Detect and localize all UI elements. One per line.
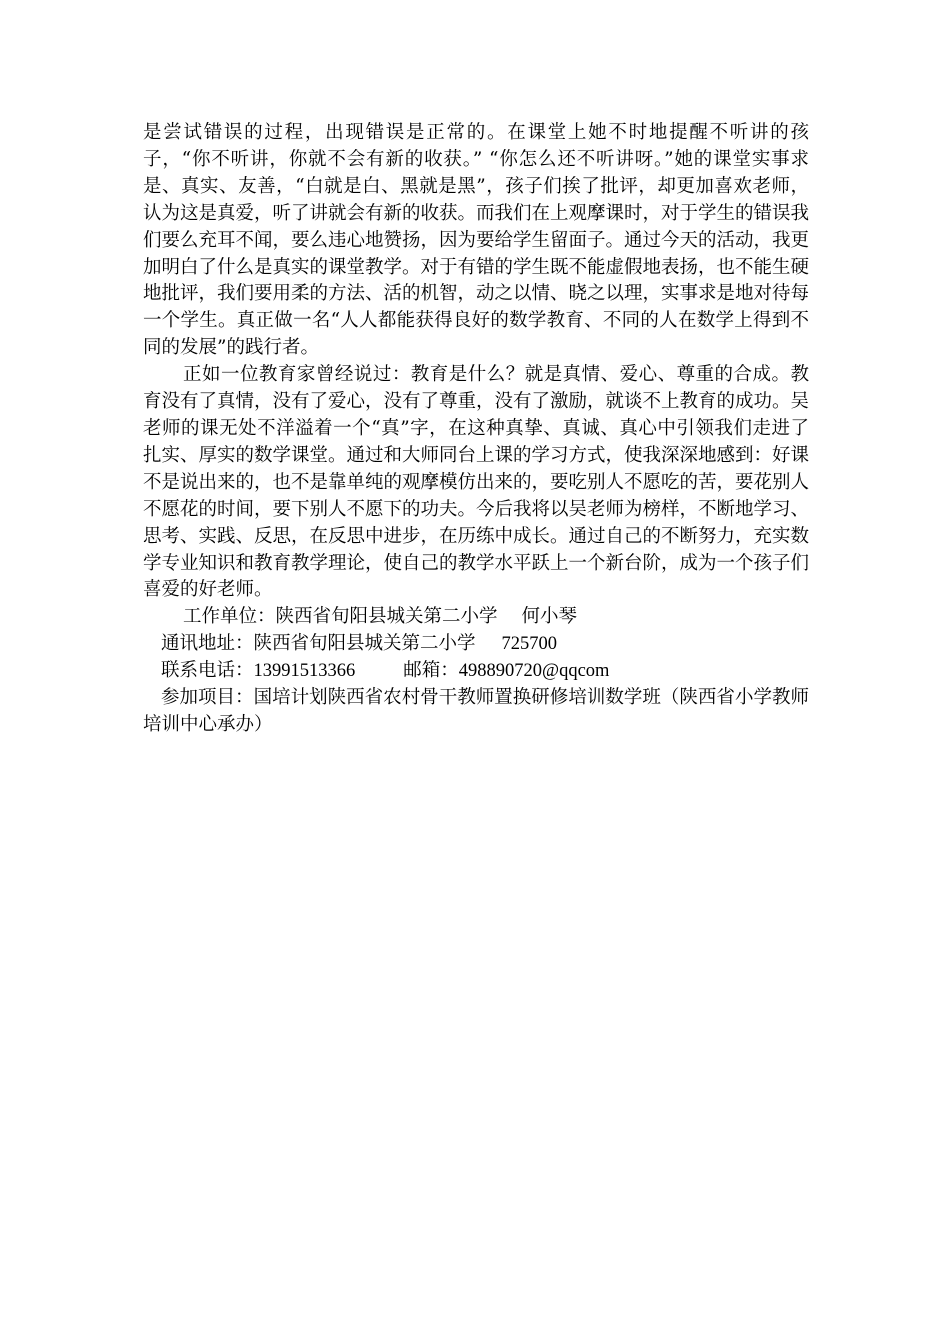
project-line (143, 685, 809, 739)
email-label: 邮箱： (403, 660, 459, 682)
project-label: 参加项目： (161, 687, 254, 709)
work-unit-value: 陕西省旬阳县城关第二小学 (275, 606, 498, 628)
phone-label: 联系电话： (161, 660, 254, 682)
paragraph-1: 是尝试错误的过程，出现错误是正常的。在课堂上她不时地提醒不听讲的孩子，“你不听讲，你就不会有新的收获。” “你怎么还不听讲呀。”她的课堂实事求是、真实、友善，“白就是白、黑就是黑”，孩子们挨了批评，却更加喜欢老师，认为这是真爱，听了讲就会有新的收获。而我们在上观摩课时，对于学生的错误我们要么充耳不闻，要么违心地赞扬，因为要给学生留面子。通过今天的活动，我更加明白了什么是真实的课堂教学。对于有错的学生既不能虚假地表扬，也不能生硬地批评，我们要用柔的方法、活的机智，动之以情、晓之以理，实事求是地对待每一个学生。真正做一名“人人都能获得良好的数学教育、不同的人在数学上得到不同的发展”的践行者。 (143, 122, 810, 359)
email-value: 498890720@qqcom (458, 661, 610, 682)
author-name: 何小琴 (521, 606, 578, 628)
zip-code: 725700 (501, 634, 558, 655)
paragraph-2: 正如一位教育家曾经说过：教育是什么？就是真情、爱心、尊重的合成。教育没有了真情，没有了爱心，没有了尊重，没有了激励，就谈不上教育的成功。吴老师的课无处不洋溢着一个“真”字，在这种真挚、真诚、真心中引领我们走进了扎实、厚实的数学课堂。通过和大师同台上课的学习方式，使我深深地感到：好课不是说出来的，也不是靠单纯的观摩模仿出来的，要吃别人不愿吃的苦，要花别人不愿花的时间，要下别人不愿下的功夫。今后我将以吴老师为榜样，不断地学习、思考、实践、反思，在反思中进步，在历练中成长。通过自己的不断努力，充实数学专业知识和教育教学理论，使自己的教学水平跃上一个新台阶，成为一个孩子们喜爱的好老师。 (143, 364, 810, 601)
project-value: 国培计划陕西省农村骨干教师置换研修培训数学班（陕西省小学教师培训中心承办） (143, 687, 809, 735)
address-value: 陕西省旬阳县城关第二小学 (253, 633, 476, 655)
work-unit-line (143, 604, 809, 631)
address-line (143, 631, 809, 658)
contact-line (143, 658, 809, 685)
work-unit-label: 工作单位： (183, 606, 276, 628)
phone-value: 13991513366 (253, 661, 356, 682)
address-label: 通讯地址： (161, 633, 254, 655)
document-body (143, 120, 809, 739)
